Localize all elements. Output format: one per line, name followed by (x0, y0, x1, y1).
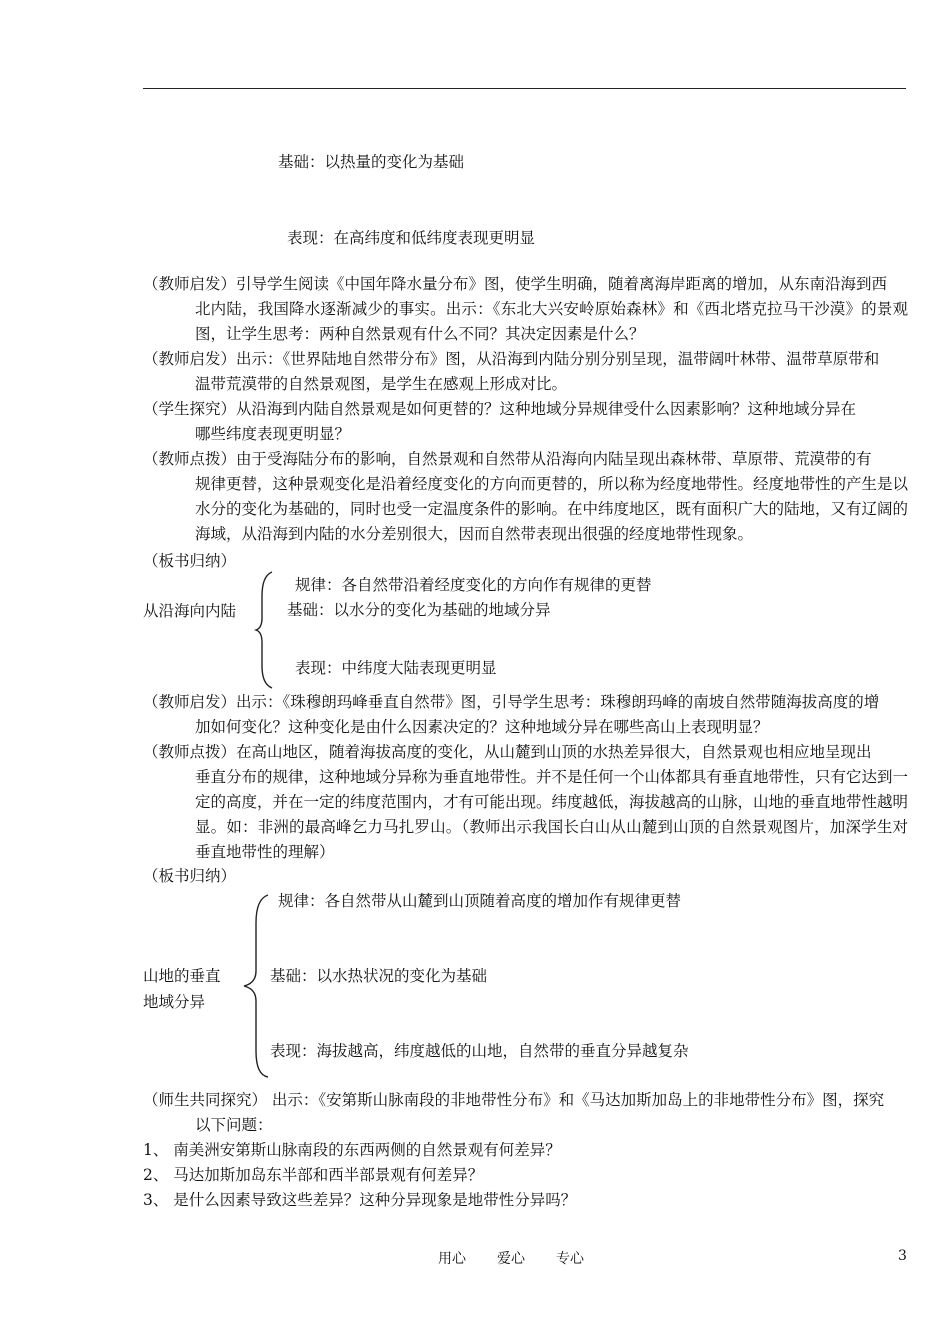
question-item: 1、 南美洲安第斯山脉南段的东西两侧的自然景观有何差异？ (143, 1141, 561, 1159)
board2-basis: 基础：以水热状况的变化为基础 (270, 967, 488, 985)
board-summary-heading-1: （板书归纳） (143, 552, 237, 570)
paragraph-continuation: 垂直分布的规律，这种地域分异称为垂直地带性。并不是任何一个山体都具有垂直地带性，只有它达到一定的高度，并在一定的纬度范围内，才有可能出现。纬度越低，海拔越高的山脉，山地的垂直地带性越明显。如：非洲的最高峰乞力马扎罗山。（教师出示我国长白山从山麓到山顶的自然景观图片，加深学生对垂直地带性的理解） (195, 768, 909, 861)
paragraph-first-line: （教师点拨）在高山地区，随着海拔高度的变化，从山麓到山顶的水热差异很大，自然景观也相应地呈现出 (143, 743, 872, 761)
paragraph-continuation: 温带荒漠带的自然景观图，是学生在感观上形成对比。 (195, 375, 568, 393)
paragraph-continuation: 以下问题： (195, 1116, 273, 1134)
paragraph-first-line: （教师启发）出示：《珠穆朗玛峰垂直自然带》图，引导学生思考：珠穆朗玛峰的南坡自然带随海拔高度的增 (143, 693, 880, 711)
paragraph-first-line: （教师启发）出示：《世界陆地自然带分布》图，从沿海到内陆分别分别呈现，温带阔叶林带、温带草原带和 (143, 350, 880, 368)
board2-left-label-2: 地域分异 (143, 993, 206, 1011)
question-item: 2、 马达加斯加岛东半部和西半部景观有何差异？ (143, 1166, 484, 1184)
brace-icon (236, 893, 272, 1079)
paragraph-continuation: 规律更替，这种景观变化是沿着经度变化的方向而更替的，所以称为经度地带性。经度地带性的产生是以水分的变化为基础的，同时也受一定温度条件的影响。在中纬度地区，既有面积广大的陆地，又有辽阔的海域，从沿海到内陆的水分差别很大，因而自然带表现出很强的经度地带性现象。 (195, 475, 909, 543)
board1-basis: 基础：以水分的变化为基础的地域分异 (287, 601, 551, 619)
header-rule (143, 88, 906, 89)
board1-performance: 表现：中纬度大陆表现更明显 (295, 659, 497, 677)
page-number: 3 (898, 1248, 907, 1264)
paragraph-teacher-guidance-1 (143, 447, 908, 547)
board1-law: 规律：各自然带沿着经度变化的方向作有规律的更替 (295, 576, 652, 594)
board1-left-label: 从沿海向内陆 (143, 602, 237, 620)
paragraph-continuation: 加如何变化？这种变化是由什么因素决定的？这种地域分异在哪些高山上表现明显？ (195, 718, 769, 736)
paragraph-teacher-inspire-1 (143, 272, 908, 347)
footer-motto-1: 用心 (438, 1251, 466, 1267)
top-basis: 基础：以热量的变化为基础 (278, 153, 465, 171)
top-performance: 表现：在高纬度和低纬度表现更明显 (287, 229, 536, 247)
paragraph-continuation: 哪些纬度表现更明显？ (195, 425, 351, 443)
paragraph-student-inquiry (143, 397, 908, 447)
paragraph-teacher-inspire-3 (143, 690, 908, 740)
board2-law: 规律：各自然带从山麓到山顶随着高度的增加作有规律更替 (278, 892, 682, 910)
paragraph-first-line: （教师点拨）由于受海陆分布的影响，自然景观和自然带从沿海向内陆呈现出森林带、草原带、荒漠带的有 (143, 450, 872, 468)
paragraph-first-line: （师生共同探究） 出示：《安第斯山脉南段的非地带性分布》和《马达加斯加岛上的非地带性分布》图，探究 (143, 1091, 885, 1109)
board-summary-heading-2: （板书归纳） (143, 867, 237, 885)
paragraph-joint-inquiry (143, 1088, 908, 1138)
board2-left-label-1: 山地的垂直 (143, 967, 221, 985)
paragraph-continuation: 北内陆，我国降水逐渐减少的事实。出示：《东北大兴安岭原始森林》和《西北塔克拉马干沙漠》的景观图，让学生思考：两种自然景观有什么不同？其决定因素是什么？ (195, 300, 908, 343)
paragraph-teacher-inspire-2 (143, 347, 908, 397)
footer-motto-2: 爱心 (497, 1251, 525, 1267)
paragraph-first-line: （学生探究）从沿海到内陆自然景观是如何更替的？这种地域分异规律受什么因素影响？这种地域分异在 (143, 400, 857, 418)
footer-motto-3: 专心 (556, 1251, 584, 1267)
paragraph-teacher-guidance-2 (143, 740, 908, 865)
question-item: 3、 是什么因素导致这些差异？这种分异现象是地带性分异吗？ (143, 1191, 577, 1209)
paragraph-first-line: （教师启发）引导学生阅读《中国年降水量分布》图，使学生明确，随着离海岸距离的增加，从东南沿海到西 (143, 275, 888, 293)
board2-performance: 表现：海拔越高，纬度越低的山地，自然带的垂直分异越复杂 (270, 1042, 689, 1060)
brace-icon (252, 570, 276, 690)
